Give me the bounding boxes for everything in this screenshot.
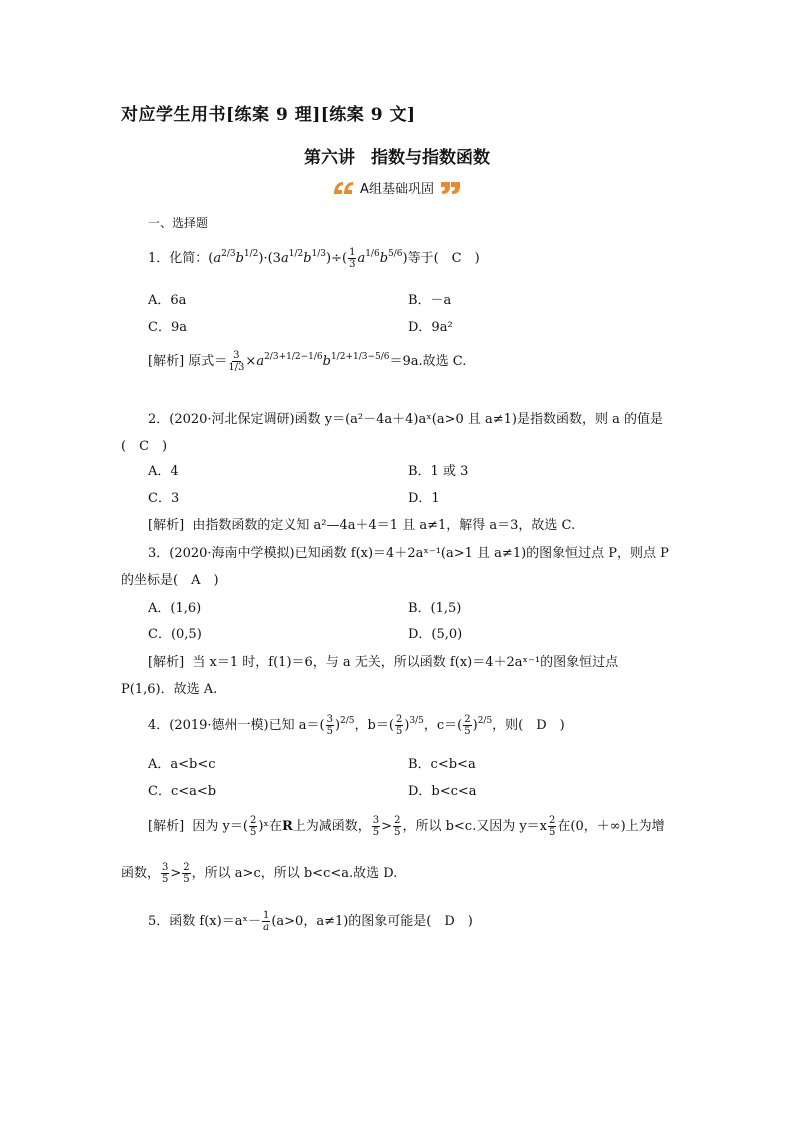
q3-analysis: [解析] 当 x＝1 时，f(1)＝6，与 a 无关，所以函数 f(x)＝4＋2aˣ⁻¹的图象恒过点 xyxy=(148,655,619,670)
question-3-stem-cont: 的坐标是( A ) xyxy=(121,573,219,588)
q2-option-c: C．3 xyxy=(148,491,180,506)
q4-option-a: A．a<b<c xyxy=(148,757,216,772)
lecture-title: 第六讲 指数与指数函数 xyxy=(304,148,490,168)
q3-analysis-cont: P(1,6)．故选 A. xyxy=(121,682,218,697)
q4-option-d: D．b<c<a xyxy=(408,784,477,799)
q3-option-b: B．(1,5) xyxy=(408,601,462,616)
q1-option-a: A．6a xyxy=(148,293,187,308)
right-quote-ornament-icon xyxy=(440,180,462,196)
group-label: A组基础巩固 xyxy=(360,182,434,197)
q2-option-b: B．1 或 3 xyxy=(408,464,469,479)
q1-option-b: B．－a xyxy=(408,293,452,308)
question-5-stem: 5．函数 f(x)＝aˣ－ $\frac{1}{a}$ (a>0，a≠1)的图象可能是( D ) xyxy=(148,910,473,933)
question-1-stem: 1．化简：$(a^{2/3}b^{1/2})\cdot(3a^{1/2}b^{1/3})\div$( $\frac{1}{3}$ $a^{1/6}b^{5/6}$)等于( C ) xyxy=(148,247,480,270)
left-quote-ornament-icon xyxy=(332,180,354,196)
q2-option-a: A．4 xyxy=(148,464,179,479)
q3-option-a: A．(1,6) xyxy=(148,601,202,616)
q1-option-d: D．9a² xyxy=(408,320,453,335)
q4-option-c: C．c<a<b xyxy=(148,784,217,799)
section-heading: 一、选择题 xyxy=(148,216,209,230)
q4-analysis: [解析] 因为 y＝( $\frac{2}{5}$ )ˣ在R上为减函数， $\frac{3}{5}$ > $\frac{2}{5}$ ，所以 b<c.又因为 y＝x $\frac{2}{5}$ 在(0，＋∞)上为增 xyxy=(148,815,665,838)
question-2-stem-cont: ( C ) xyxy=(121,439,168,454)
q1-analysis: [解析] 原式＝ $\frac{3}{1/3}$ $\times a^{2/3+1/2-1/6}b^{1/2+1/3-5/6}=9a$.故选 C. xyxy=(148,350,467,373)
q1-option-c: C．9a xyxy=(148,320,187,335)
q3-option-c: C．(0,5) xyxy=(148,627,202,642)
workbook-reference: 对应学生用书[练案 9 理][练案 9 文] xyxy=(121,105,416,125)
question-2-stem: 2．(2020·河北保定调研)函数 y＝(a²－4a＋4)aˣ(a>0 且 a≠1)是指数函数，则 a 的值是 xyxy=(148,412,664,427)
q4-analysis-cont: 函数， $\frac{3}{5}$ > $\frac{2}{5}$ ，所以 a>c，所以 b<c<a.故选 D. xyxy=(121,862,398,885)
q4-option-b: B．c<b<a xyxy=(408,757,476,772)
q2-analysis: [解析] 由指数函数的定义知 a²—4a＋4＝1 且 a≠1，解得 a＝3，故选 C. xyxy=(148,518,576,533)
group-banner xyxy=(0,178,794,197)
question-4-stem: 4．(2019·德州一模)已知 a＝( $\frac{3}{5}$ )$^{2/5}$，b＝( $\frac{2}{5}$ )$^{3/5}$，c＝( $\frac{2}{5}$ )$^{2/5}$，则( D ) xyxy=(148,714,565,737)
q2-option-d: D．1 xyxy=(408,491,440,506)
q3-option-d: D．(5,0) xyxy=(408,627,463,642)
question-3-stem: 3．(2020·海南中学模拟)已知函数 f(x)＝4＋2aˣ⁻¹(a>1 且 a≠1)的图象恒过点 P，则点 P xyxy=(148,546,669,561)
